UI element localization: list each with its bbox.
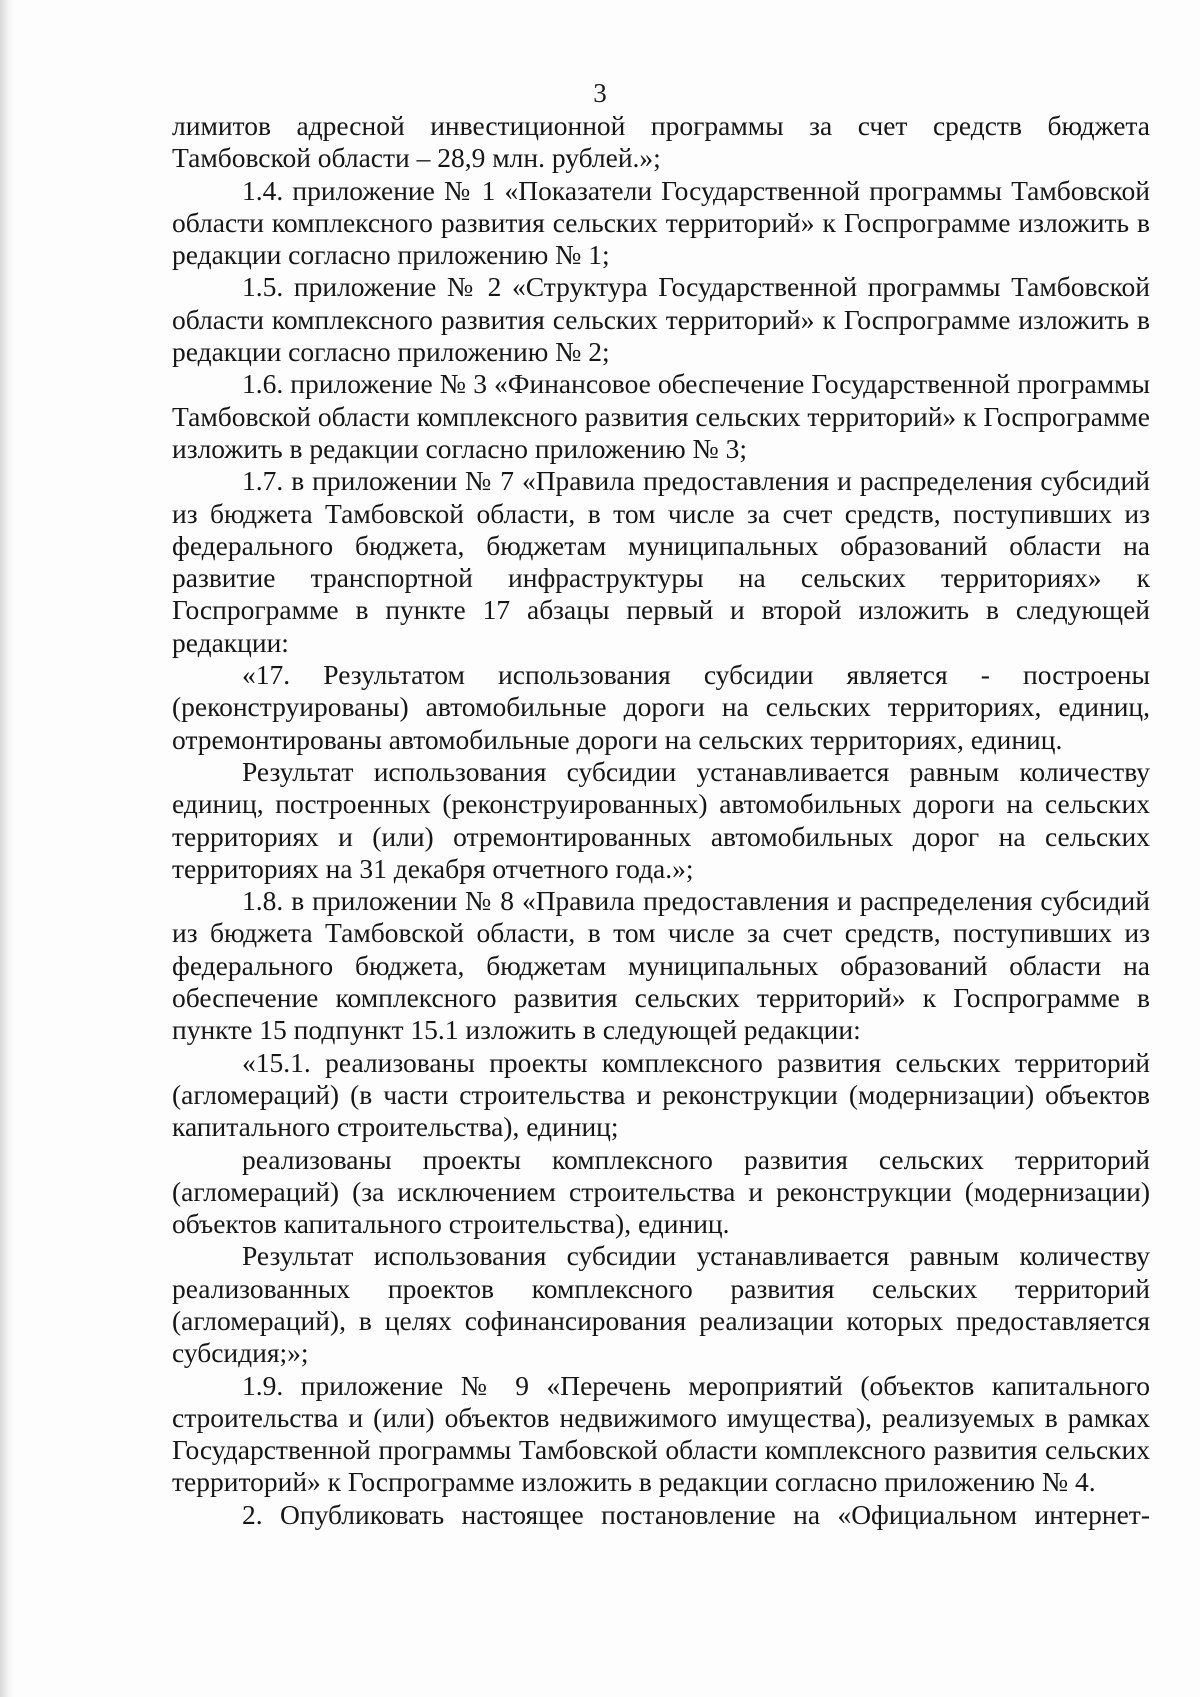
paragraph-item-1-9: 1.9. приложение № 9 «Перечень мероприятий (объектов капитального строительства и (или) объектов недвижимого имущества), реализуемых в рамках Государственной программы Тамбовской области комплексного развития сельских территорий» к Госпрограмме изложить в редакции согласно приложению № 4. [172,1369,1150,1498]
paragraph-continuation: лимитов адресной инвестиционной программы за счет средств бюджета Тамбовской области – 28,9 млн. рублей.»; [172,110,1150,174]
paragraph-item-17: «17. Результатом использования субсидии является - построены (реконструированы) автомобильные дороги на сельских территориях, единиц, отремонтированы автомобильные дороги на сельских территориях, единиц. [172,659,1150,755]
paragraph-item-1-5: 1.5. приложение № 2 «Структура Государственной программы Тамбовской области комплексного развития сельских территорий» к Госпрограмме изложить в редакции согласно приложению № 2; [172,271,1150,368]
paragraph-item-2: 2. Опубликовать настоящее постановление на «Официальном интернет- [242,1498,1150,1530]
paragraph-projects-realized: реализованы проекты комплексного развития сельских территорий (агломераций) (за исключением строительства и реконструкции (модернизации) объектов капитального строительства), единиц. [172,1143,1150,1240]
paragraph-result-projects: Результат использования субсидии устанавливается равным количеству реализованных проектов комплексного развития сельских территорий (агломераций), в целях софинансирования реализации которых предоставляется субсидия;»; [172,1240,1150,1369]
paragraph-item-15-1: «15.1. реализованы проекты комплексного развития сельских территорий (агломераций) (в части строительства и реконструкции (модернизации) объектов капитального строительства), единиц; [172,1046,1150,1143]
page-number: 3 [593,78,607,108]
paragraph-item-1-8: 1.8. в приложении № 8 «Правила предоставления и распределения субсидий из бюджета Тамбовской области, в том числе за счет средств, поступивших из федерального бюджета, бюджетам муниципальных образований области на обеспечение комплексного развития сельских территорий» к Госпрограмме в пункте 15 подпункт 15.1 изложить в следующей редакции: [172,885,1150,1046]
paragraph-result-roads: Результат использования субсидии устанавливается равным количеству единиц, построенных (реконструированных) автомобильных дороги на сельских территориях и (или) отремонтированных автомобильных дорог на сельских территориях на 31 декабря отчетного года.»; [172,755,1150,884]
scan-edge-shadow [0,0,14,1697]
paragraph-item-1-7: 1.7. в приложении № 7 «Правила предоставления и распределения субсидий из бюджета Тамбовской области, в том числе за счет средств, поступивших из федерального бюджета, бюджетам муниципальных образований области на развитие транспортной инфраструктуры на сельских территориях» к Госпрограмме в пункте 17 абзацы первый и второй изложить в следующей редакции: [172,465,1150,658]
paragraph-item-1-6: 1.6. приложение № 3 «Финансовое обеспечение Государственной программы Тамбовской области комплексного развития сельских территорий» к Госпрограмме изложить в редакции согласно приложению № 3; [172,368,1150,464]
paragraph-item-1-4: 1.4. приложение № 1 «Показатели Государственной программы Тамбовской области комплексного развития сельских территорий» к Госпрограмме изложить в редакции согласно приложению № 1; [172,174,1150,271]
document-body [172,110,1150,1531]
